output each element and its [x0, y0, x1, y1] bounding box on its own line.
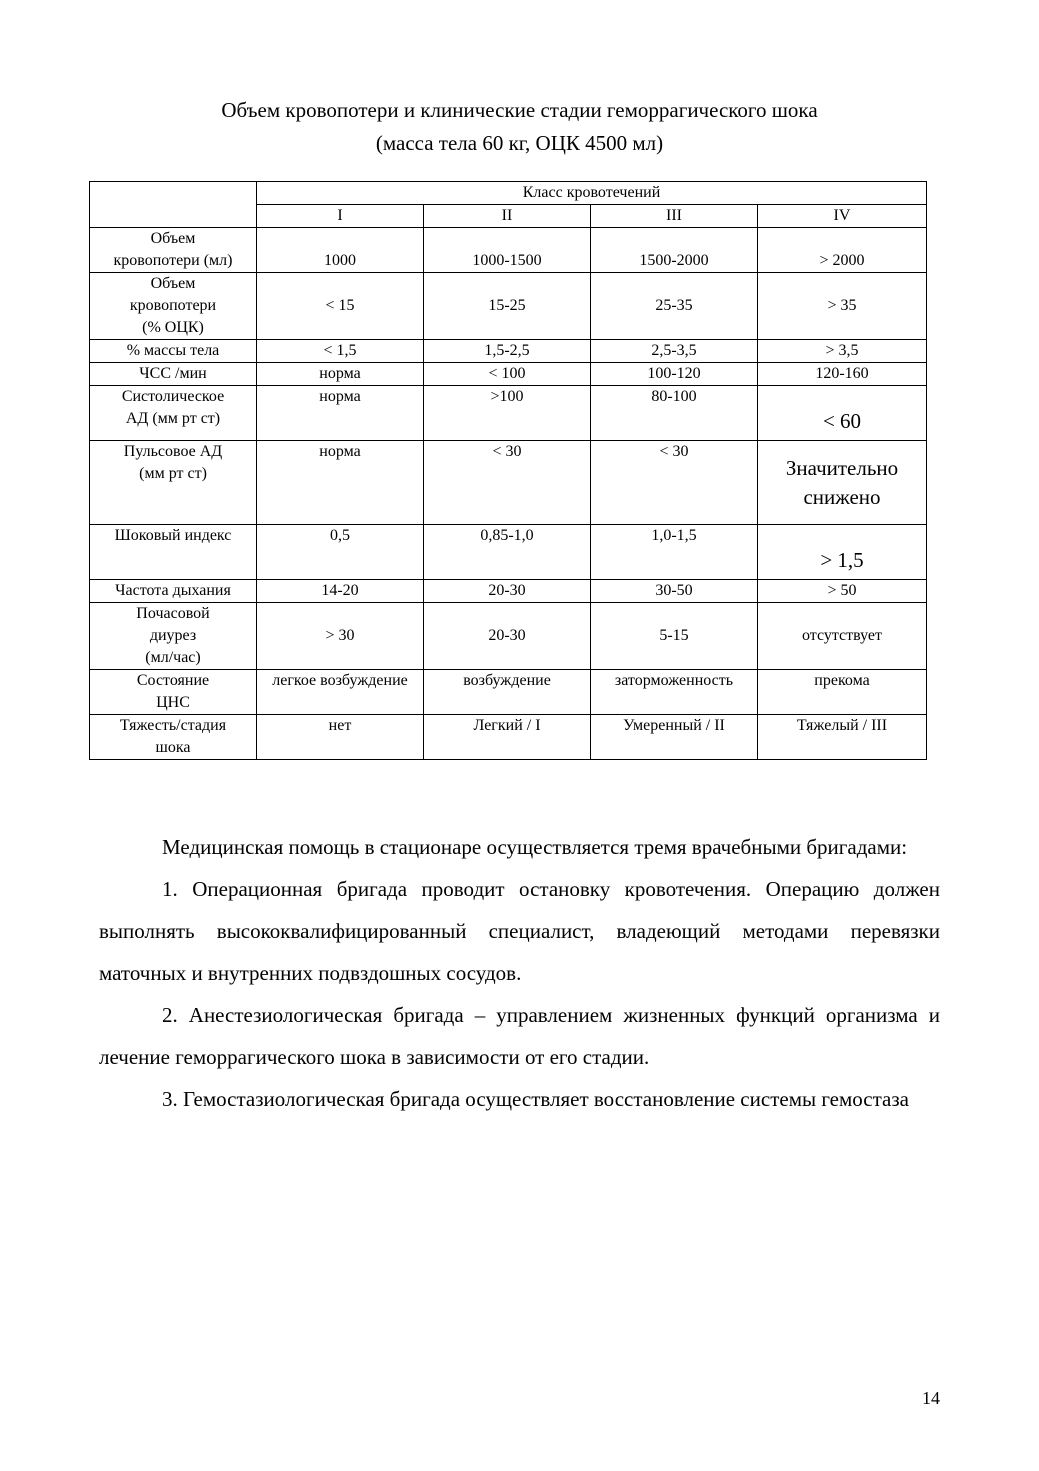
value-cell: 1000-1500: [424, 228, 591, 273]
row-label-cell: [90, 273, 257, 340]
table-row: [90, 363, 927, 386]
table-row: [90, 525, 927, 580]
value-cell: 2,5-3,5: [591, 340, 758, 363]
row-label-cell: [90, 603, 257, 670]
table-row: [90, 580, 927, 603]
row-label-cell: [90, 525, 257, 580]
value-cell: > 3,5: [758, 340, 927, 363]
value-cell: 80-100: [591, 386, 758, 441]
page-number: 14: [922, 1388, 940, 1408]
table-row: [90, 715, 927, 760]
value-cell: 14-20: [257, 580, 424, 603]
row-label-cell: [90, 340, 257, 363]
value-cell: > 2000: [758, 228, 927, 273]
row-label-line: Объем: [150, 230, 196, 247]
row-label-line: Шоковый индекс: [114, 527, 232, 544]
row-label-line: Почасовой: [136, 605, 210, 622]
header-corner-cell: [90, 182, 257, 228]
table-row: [90, 340, 927, 363]
value-cell: < 1,5: [257, 340, 424, 363]
value-cell: 15-25: [424, 273, 591, 340]
value-cell: Значительно снижено: [758, 441, 927, 525]
row-label-line: ЧСС /мин: [139, 365, 207, 382]
row-label-line: Пульсовое АД: [123, 443, 223, 460]
row-label-line: (% ОЦК): [142, 319, 204, 336]
value-cell: 1,0-1,5: [591, 525, 758, 580]
value-cell: Тяжелый / III: [758, 715, 927, 760]
value-cell: < 100: [424, 363, 591, 386]
table-row: [90, 228, 927, 273]
value-cell: >100: [424, 386, 591, 441]
row-label-cell: [90, 670, 257, 715]
value-cell: > 1,5: [758, 525, 927, 580]
class-cell: I: [257, 205, 424, 228]
row-label-line: диурез: [149, 627, 197, 644]
value-cell: < 60: [758, 386, 927, 441]
table-row: [90, 386, 927, 441]
class-cell: II: [424, 205, 591, 228]
row-label-line: (мл/час): [145, 649, 201, 666]
body-text: [99, 826, 940, 1120]
value-cell: Легкий / I: [424, 715, 591, 760]
row-label-line: % массы тела: [126, 342, 220, 359]
value-cell: 1000: [257, 228, 424, 273]
value-cell: 25-35: [591, 273, 758, 340]
row-label-line: Частота дыхания: [115, 582, 231, 599]
table-title: [0, 94, 1039, 160]
row-label-cell: [90, 715, 257, 760]
table-row: [90, 670, 927, 715]
value-cell: норма: [257, 363, 424, 386]
value-cell: отсутствует: [758, 603, 927, 670]
value-cell: < 30: [424, 441, 591, 525]
class-cell: III: [591, 205, 758, 228]
value-cell: нет: [257, 715, 424, 760]
value-cell: 0,85-1,0: [424, 525, 591, 580]
value-cell: 5-15: [591, 603, 758, 670]
value-cell: легкое возбуждение: [257, 670, 424, 715]
row-label-line: кровопотери: [129, 297, 217, 314]
value-cell: 30-50: [591, 580, 758, 603]
row-label-line: (мм рт ст): [139, 465, 207, 482]
title-line-2: (масса тела 60 кг, ОЦК 4500 мл): [375, 131, 664, 155]
shock-stages-table: [89, 181, 927, 760]
value-cell: > 30: [257, 603, 424, 670]
value-cell: прекома: [758, 670, 927, 715]
value-cell: < 30: [591, 441, 758, 525]
row-label-line: шока: [155, 739, 191, 756]
class-header-cell: Класс кровотечений: [257, 182, 927, 205]
value-cell: Умеренный / II: [591, 715, 758, 760]
row-label-cell: [90, 228, 257, 273]
table-row: [90, 441, 927, 525]
value-cell: 100-120: [591, 363, 758, 386]
value-cell: 120-160: [758, 363, 927, 386]
value-cell: норма: [257, 386, 424, 441]
value-cell: 1500-2000: [591, 228, 758, 273]
row-label-line: кровопотери (мл): [113, 252, 233, 269]
value-cell: 20-30: [424, 603, 591, 670]
paragraph: 3. Гемостазиологическая бригада осуществляет восстановление системы гемостаза: [162, 1087, 909, 1111]
paragraph: Медицинская помощь в стационаре осуществляется тремя врачебными бригадами:: [162, 835, 908, 859]
table-header-row: [90, 182, 927, 205]
row-label-line: Систолическое: [121, 388, 225, 405]
row-label-cell: [90, 386, 257, 441]
row-label-cell: [90, 580, 257, 603]
row-label-cell: [90, 441, 257, 525]
value-cell: возбуждение: [424, 670, 591, 715]
row-label-line: АД (мм рт ст): [125, 410, 221, 427]
paragraph: 1. Операционная бригада проводит остановку кровотечения. Операцию должен выполнять высококвалифицированный специалист, владеющий методами перевязки маточных и внутренних подвздошных сосудов.: [99, 877, 940, 985]
value-cell: заторможенность: [591, 670, 758, 715]
row-label-line: Тяжесть/стадия: [119, 717, 227, 734]
value-cell: > 50: [758, 580, 927, 603]
row-label-line: ЦНС: [156, 694, 190, 711]
table-row: [90, 603, 927, 670]
value-cell: 0,5: [257, 525, 424, 580]
paragraph: 2. Анестезиологическая бригада – управлением жизненных функций организма и лечение геморрагического шока в зависимости от его стадии.: [99, 1003, 940, 1069]
class-cell: IV: [758, 205, 927, 228]
value-cell: < 15: [257, 273, 424, 340]
value-cell: > 35: [758, 273, 927, 340]
row-label-cell: [90, 363, 257, 386]
value-cell: 20-30: [424, 580, 591, 603]
row-label-line: Состояние: [136, 672, 210, 689]
table-row: [90, 273, 927, 340]
row-label-line: Объем: [150, 275, 196, 292]
value-cell: 1,5-2,5: [424, 340, 591, 363]
title-line-1: Объем кровопотери и клинические стадии геморрагического шока: [221, 98, 818, 122]
value-cell: норма: [257, 441, 424, 525]
